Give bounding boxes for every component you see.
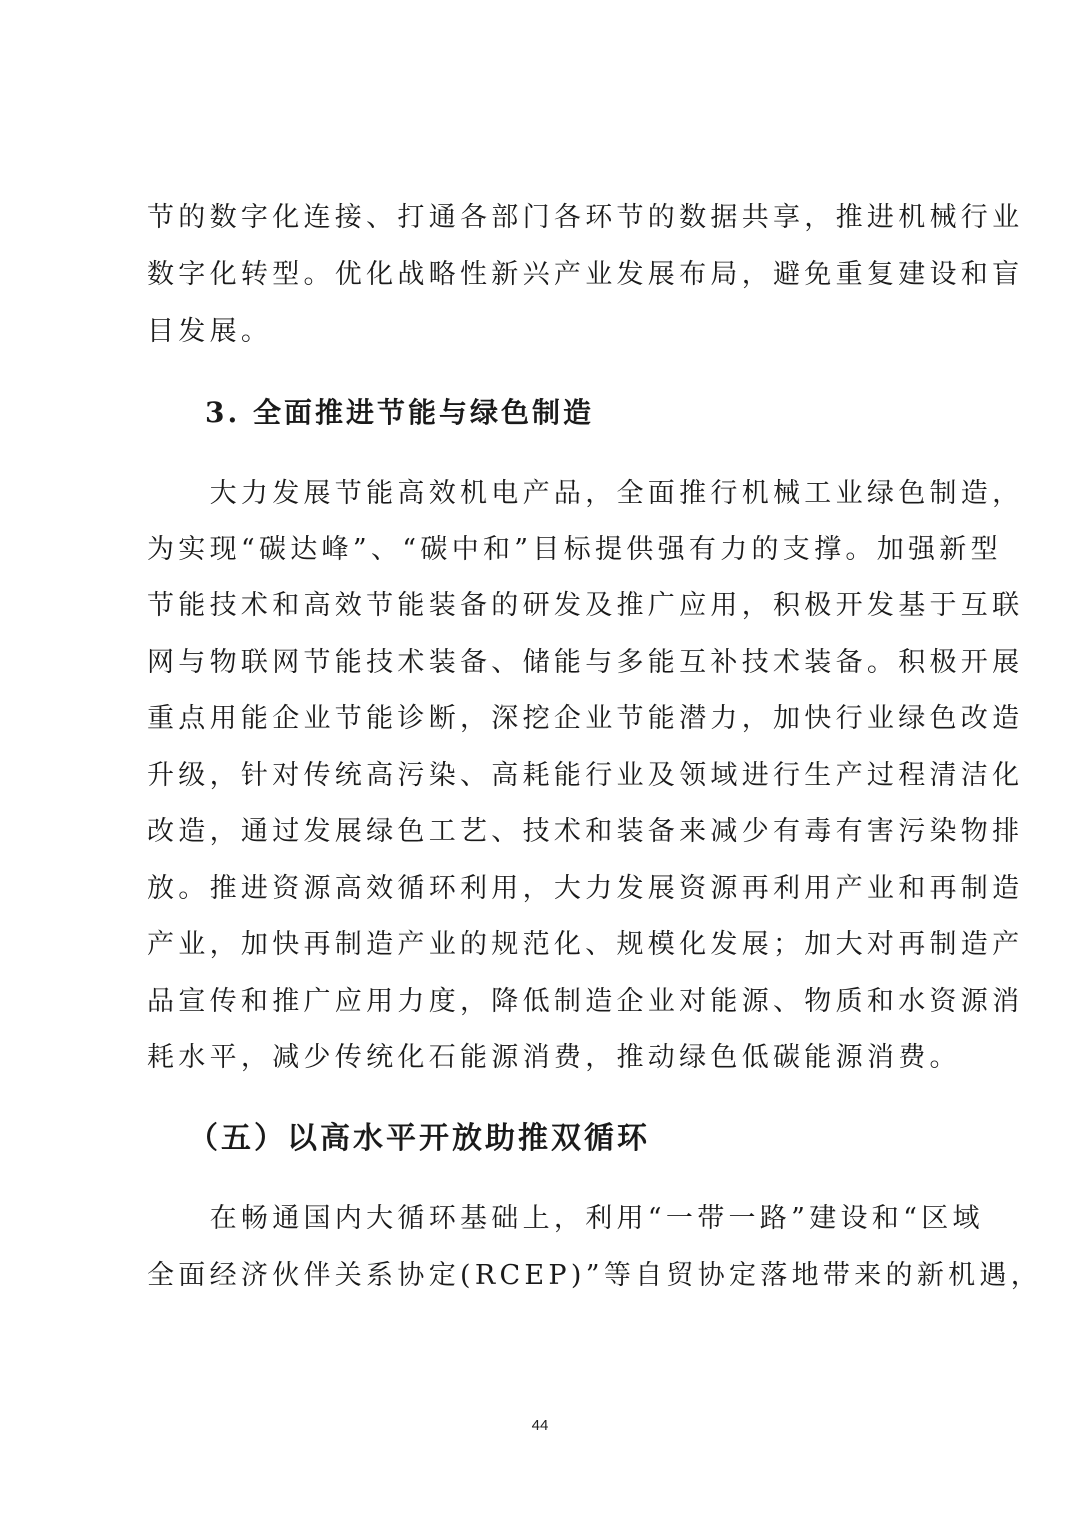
paragraph-line: 品宣传和推广应用力度，降低制造企业对能源、物质和水资源消: [147, 986, 1024, 1017]
paragraph-line: 耗水平，减少传统化石能源消费，推动绿色低碳能源消费。: [147, 1042, 961, 1073]
paragraph-line: 节能技术和高效节能装备的研发及推广应用，积极开发基于互联: [147, 590, 1024, 621]
paragraph-line: 数字化转型。优化战略性新兴产业发展布局，避免重复建设和盲: [147, 259, 1024, 290]
paragraph-line: 目发展。: [147, 316, 273, 347]
paragraph-line: 全面经济伙伴关系协定(RCEP)”等自贸协定落地带来的新机遇，: [147, 1260, 1043, 1291]
paragraph-line: 网与物联网节能技术装备、储能与多能互补技术装备。积极开展: [147, 647, 1024, 678]
paragraph-line: 为实现“碳达峰”、“碳中和”目标提供强有力的支撑。加强新型: [147, 534, 1002, 565]
paragraph-line: 改造，通过发展绿色工艺、技术和装备来减少有毒有害污染物排: [147, 816, 1024, 847]
paragraph-line: 大力发展节能高效机电产品，全面推行机械工业绿色制造，: [147, 478, 1024, 509]
paragraph-line: 放。推进资源高效循环利用，大力发展资源再利用产业和再制造: [147, 873, 1024, 904]
paragraph-line: 节的数字化连接、打通各部门各环节的数据共享，推进机械行业: [147, 202, 1024, 233]
paragraph-line: 重点用能企业节能诊断，深挖企业节能潜力，加快行业绿色改造: [147, 703, 1024, 734]
page-number: 44: [531, 1417, 549, 1434]
paragraph-line: 产业，加快再制造产业的规范化、规模化发展；加大对再制造产: [147, 929, 1024, 960]
paragraph-line: 在畅通国内大循环基础上，利用“一带一路”建设和“区域: [147, 1203, 984, 1234]
paragraph-line: 升级，针对传统高污染、高耗能行业及领域进行生产过程清洁化: [147, 760, 1024, 791]
subheading: 3. 全面推进节能与绿色制造: [205, 396, 594, 429]
section-heading: （五）以高水平开放助推双循环: [188, 1121, 650, 1156]
